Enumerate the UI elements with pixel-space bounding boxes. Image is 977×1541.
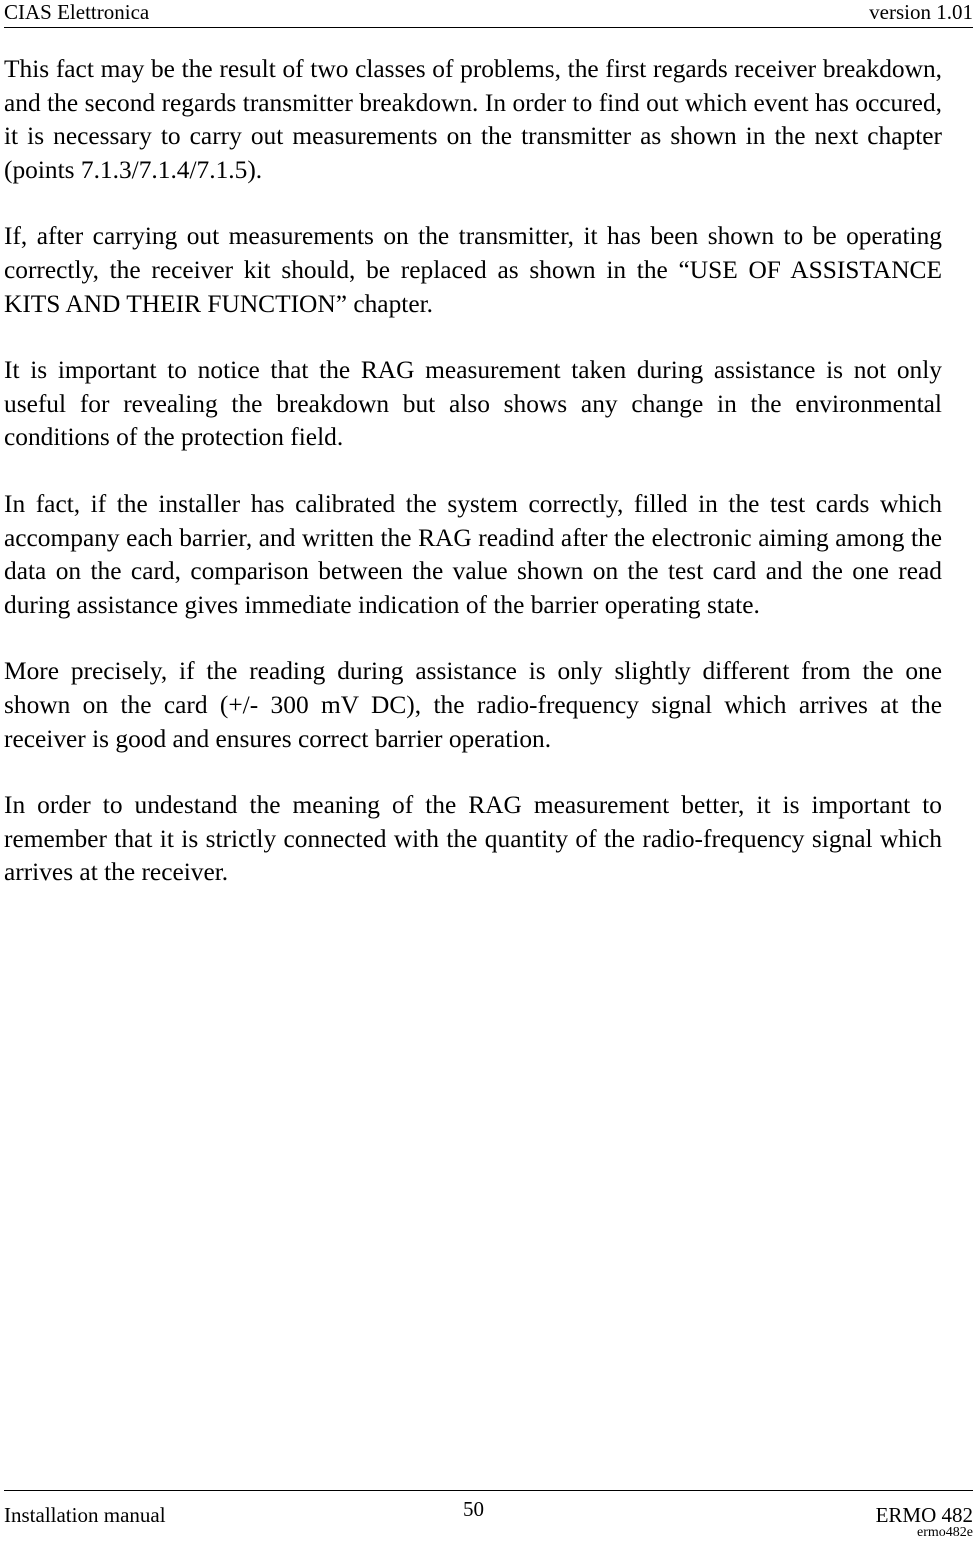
paragraph: In fact, if the installer has calibrated the system correctly, filled in the test cards which accompany each barrier, and written the RAG readind after the electronic aiming among the data on the card, comparison between the value shown on the test card and the one read during assistance gives immediate indication of the barrier operating state.: [4, 489, 942, 619]
paragraph: This fact may be the result of two classes of problems, the first regards receiver breakdown, and the second regards transmitter breakdown. In order to find out which event has occured, it is necessary to carry out measurements on the transmitter as shown in the next chapter (points 7.1.3/7.1.4/7.1.5).: [4, 55, 942, 184]
body-text: [4, 53, 942, 923]
page-number: 50: [463, 1497, 484, 1521]
footer-manual-type: Installation manual: [4, 1503, 166, 1527]
paragraph: More precisely, if the reading during assistance is only slightly different from the one shown on the card (+/- 300 mV DC), the radio-frequency signal which arrives at the receiver is good and ensures correct barrier operation.: [4, 657, 942, 753]
header-company: CIAS Elettronica: [4, 0, 150, 24]
footer-product: ERMO 482: [875, 1503, 973, 1527]
header-version: version 1.01: [869, 0, 973, 24]
page-header: [4, 0, 973, 28]
page-footer: [4, 1490, 973, 1539]
paragraph: It is important to notice that the RAG measurement taken during assistance is not only useful for revealing the breakdown but also shows any change in the environmental conditions of the protection field.: [4, 356, 942, 452]
paragraph: If, after carrying out measurements on the transmitter, it has been shown to be operating correctly, the receiver kit should, be replaced as shown in the “USE OF ASSISTANCE KITS AND THEIR FUNCTION” chapter.: [4, 222, 942, 318]
footer-doc-code: ermo482e: [917, 1525, 973, 1540]
paragraph: In order to undestand the meaning of the RAG measurement better, it is important to remember that it is strictly connected with the quantity of the radio-frequency signal which arrives at the receiver.: [4, 791, 942, 887]
